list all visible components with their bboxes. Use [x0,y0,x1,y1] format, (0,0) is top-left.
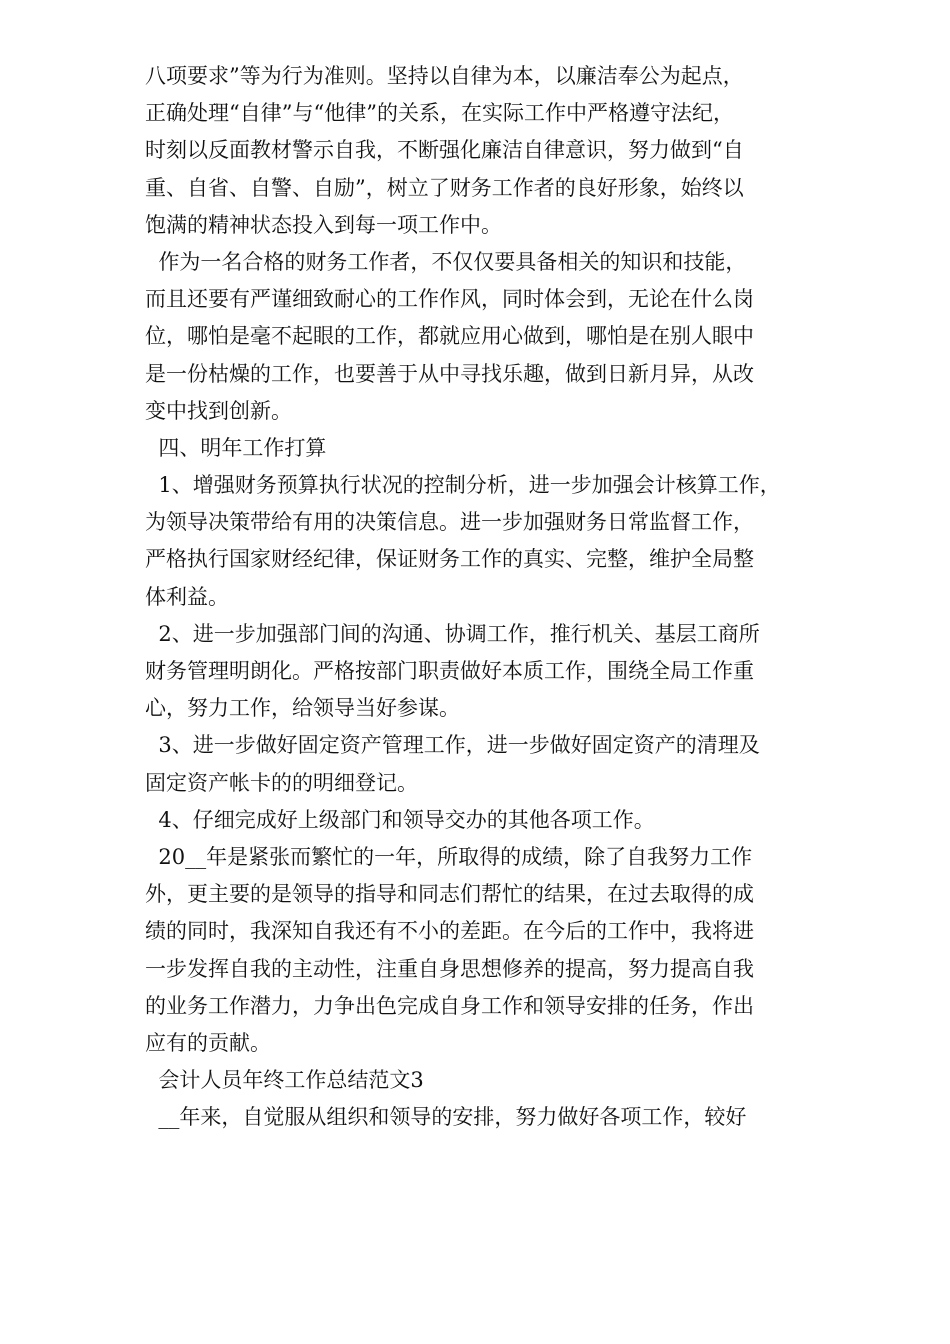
text-line: 一步发挥自我的主动性，注重自身思想修养的提高，努力提高自我 [145,956,754,981]
text-line: 财务管理明朗化。严格按部门职责做好本质工作，围绕全局工作重 [145,659,754,683]
text-line: 20__年是紧张而繁忙的一年，所取得的成绩，除了自我努力工作 [145,844,753,869]
text-line: 会计人员年终工作总结范文3 [145,1068,424,1093]
text-line: 心，努力工作，给领导当好参谋。 [145,696,460,721]
text-line: 饱满的精神状态投入到每一项工作中。 [145,212,502,237]
text-line: 外，更主要的是领导的指导和同志们帮忙的结果，在过去取得的成 [145,882,754,907]
text-line: 而且还要有严谨细致耐心的工作作风，同时体会到，无论在什么岗 [145,287,754,312]
text-line: 1、增强财务预算执行状况的控制分析，进一步加强会计核算工作， [145,473,781,498]
text-line: 2、进一步加强部门间的沟通、协调工作，推行机关、基层工商所 [145,621,760,646]
text-line: 作为一名合格的财务工作者，不仅仅要具备相关的知识和技能， [145,249,747,274]
text-line: 正确处理“自律”与“他律”的关系，在实际工作中严格遵守法纪， [145,101,734,126]
text-line: 四、明年工作打算 [145,435,327,460]
text-line: 变中找到创新。 [145,398,292,423]
text-line: __年来，自觉服从组织和领导的安排，努力做好各项工作，较好 [145,1105,747,1130]
text-line: 体利益。 [145,584,229,609]
text-line: 重、自省、自警、自励”，树立了财务工作者的良好形象，始终以 [145,175,744,200]
text-line: 为领导决策带给有用的决策信息。进一步加强财务日常监督工作， [145,510,754,535]
text-line: 4、仔细完成好上级部门和领导交办的其他各项工作。 [145,807,655,832]
text-line: 位，哪怕是毫不起眼的工作，都就应用心做到，哪怕是在别人眼中 [145,324,754,349]
text-line: 严格执行国家财经纪律，保证财务工作的真实、完整，维护全局整 [145,547,754,572]
text-line: 固定资产帐卡的的明细登记。 [145,770,418,795]
text-line: 3、进一步做好固定资产管理工作，进一步做好固定资产的清理及 [145,733,760,758]
document-body [145,58,820,1136]
text-line: 是一份枯燥的工作，也要善于从中寻找乐趣，做到日新月异，从改 [145,361,754,386]
text-line: 应有的贡献。 [145,1030,271,1055]
text-line: 绩的同时，我深知自我还有不小的差距。在今后的工作中，我将进 [145,919,754,944]
text-line: 时刻以反面教材警示自我，不断强化廉洁自律意识，努力做到“自 [145,138,744,163]
text-line: 八项要求”等为行为准则。坚持以自律为本，以廉洁奉公为起点， [145,64,744,88]
text-line: 的业务工作潜力，力争出色完成自身工作和领导安排的任务，作出 [145,993,754,1018]
